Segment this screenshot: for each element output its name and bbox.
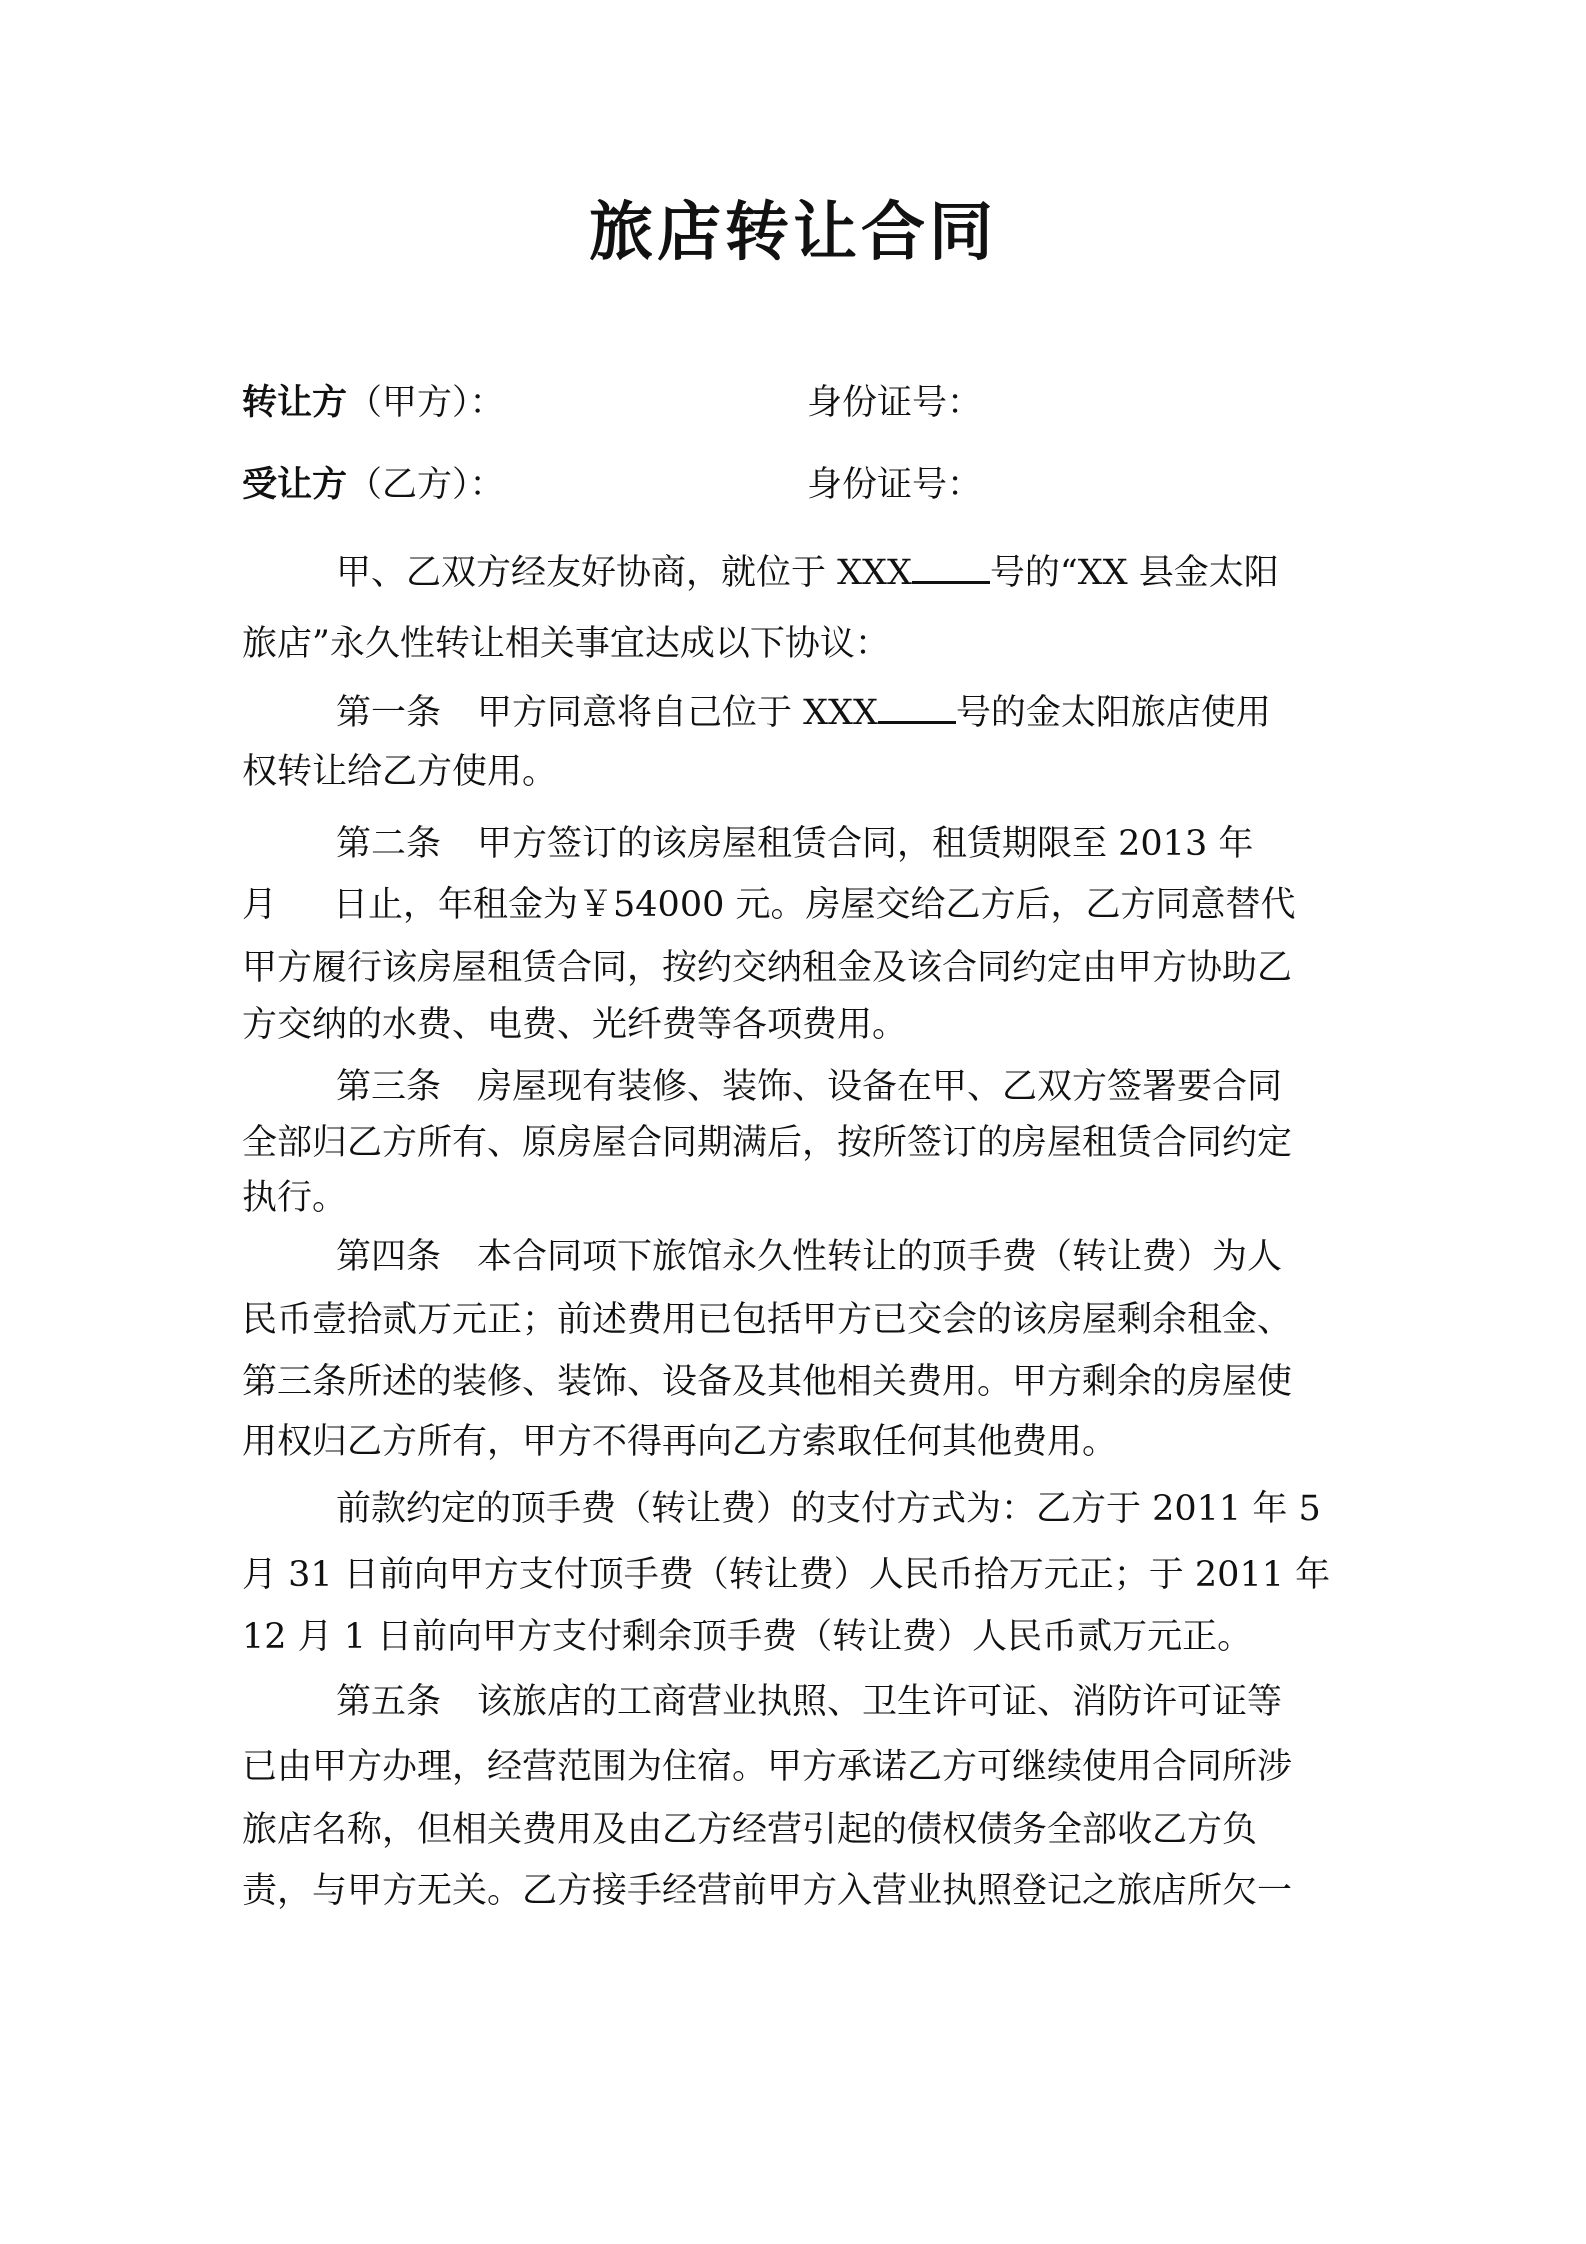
document-title: 旅店转让合同 xyxy=(589,195,997,270)
body-line xyxy=(242,1734,1292,1801)
transferor-role: 转让方 xyxy=(242,382,348,423)
line-text: 第四条 xyxy=(336,1237,442,1277)
line-text-after-blank: 号的金太阳旅店使用 xyxy=(955,693,1271,733)
body-line xyxy=(242,739,557,806)
fill-in-blank[interactable] xyxy=(912,547,990,584)
body-line xyxy=(242,611,890,678)
line-text-cont: 甲方同意将自己位于 XXX xyxy=(477,693,878,733)
body-line xyxy=(242,1287,1292,1354)
line-text-cont: 本合同项下旅馆永久性转让的顶手费（转让费）为人 xyxy=(477,1237,1283,1277)
line-text: 第三条 xyxy=(336,1067,442,1107)
body-line xyxy=(242,1858,1292,1925)
transferor-line xyxy=(242,378,983,428)
body-line xyxy=(336,1224,1282,1291)
line-text: 第五条 xyxy=(336,1682,442,1722)
body-line xyxy=(242,872,1295,939)
line-text: 方交纳的水费、电费、光纤费等各项费用。 xyxy=(242,1005,908,1045)
body-line xyxy=(336,811,1253,878)
line-text: 第一条 xyxy=(336,693,442,733)
body-line xyxy=(336,680,1271,747)
body-line xyxy=(242,1604,1252,1671)
transferee-paren: （乙方）： xyxy=(347,465,505,505)
body-line xyxy=(242,1797,1257,1864)
body-line xyxy=(242,1165,347,1232)
line-text: 民币壹拾贰万元正；前述费用已包括甲方已交会的该房屋剩余租金、 xyxy=(242,1300,1293,1340)
line-text: 全部归乙方所有、原房屋合同期满后，按所签订的房屋租赁合同约定 xyxy=(242,1123,1293,1163)
line-text: 甲、乙双方经友好协商，就位于 XXX xyxy=(336,553,912,593)
transferee-role: 受让方 xyxy=(242,464,348,505)
line-text: 旅店名称，但相关费用及由乙方经营引起的债权债务全部收乙方负 xyxy=(242,1810,1258,1850)
body-line xyxy=(242,1542,1330,1609)
body-line xyxy=(242,1409,1117,1476)
transferee-line xyxy=(242,460,983,510)
line-text: 12 月 1 日前向甲方支付剩余顶手费（转让费）人民币贰万元正。 xyxy=(242,1617,1253,1657)
transferor-id-label: 身份证号： xyxy=(807,383,983,423)
line-text: 第三条所述的装修、装饰、设备及其他相关费用。甲方剩余的房屋使 xyxy=(242,1362,1293,1402)
line-text: 月 31 日前向甲方支付顶手费（转让费）人民币拾万元正；于 2011 年 xyxy=(242,1555,1331,1595)
line-text: 权转让给乙方使用。 xyxy=(242,752,558,792)
line-text: 前款约定的顶手费（转让费）的支付方式为：乙方于 2011 年 5 xyxy=(336,1489,1321,1529)
line-text-after-blank: 号的“XX 县金太阳 xyxy=(989,553,1279,593)
body-line xyxy=(242,992,907,1059)
body-line xyxy=(336,540,1279,607)
line-text: 用权归乙方所有，甲方不得再向乙方索取任何其他费用。 xyxy=(242,1422,1118,1462)
body-line xyxy=(242,1349,1292,1416)
line-text: 第二条 xyxy=(336,824,442,864)
body-line xyxy=(336,1669,1282,1736)
fill-in-blank[interactable] xyxy=(878,687,956,724)
body-line xyxy=(242,1110,1292,1177)
line-text: 甲方履行该房屋租赁合同，按约交纳租金及该合同约定由甲方协助乙 xyxy=(242,948,1293,988)
line-text: 已由甲方办理，经营范围为住宿。甲方承诺乙方可继续使用合同所涉 xyxy=(242,1747,1293,1787)
line-text-cont: 甲方签订的该房屋租赁合同，租赁期限至 2013 年 xyxy=(477,824,1254,864)
line-text: 执行。 xyxy=(242,1178,348,1218)
line-text: 月 xyxy=(242,885,278,925)
line-text-cont: 该旅店的工商营业执照、卫生许可证、消防许可证等 xyxy=(477,1682,1283,1722)
line-text: 责，与甲方无关。乙方接手经营前甲方入营业执照登记之旅店所欠一 xyxy=(242,1871,1293,1911)
line-text: 旅店”永久性转让相关事宜达成以下协议： xyxy=(242,624,890,664)
line-text-cont: 日止，年租金为￥54000 元。房屋交给乙方后，乙方同意替代 xyxy=(333,885,1296,925)
line-text-cont: 房屋现有装修、装饰、设备在甲、乙双方签署要合同 xyxy=(477,1067,1283,1107)
transferor-paren: （甲方）： xyxy=(347,383,505,423)
body-line xyxy=(336,1476,1321,1543)
transferee-id-label: 身份证号： xyxy=(807,465,983,505)
